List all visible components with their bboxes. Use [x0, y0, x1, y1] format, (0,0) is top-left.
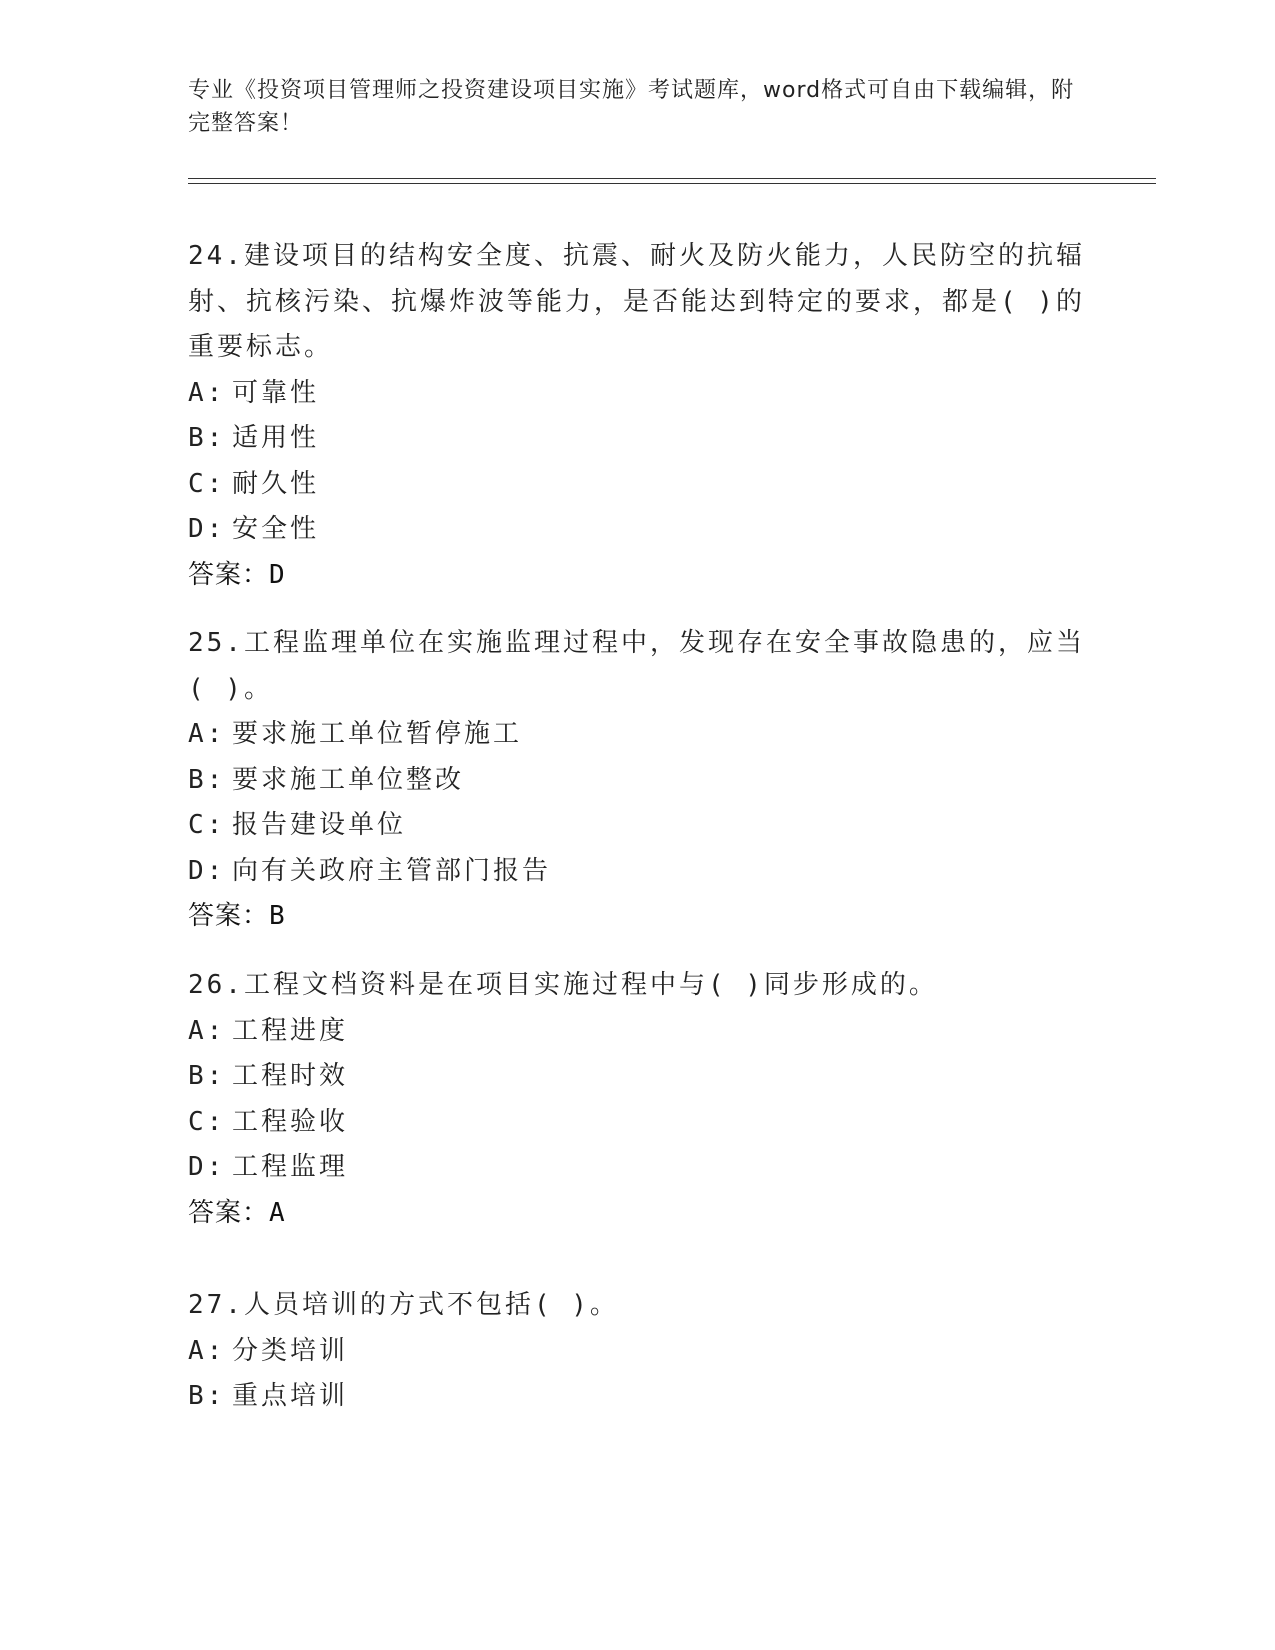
option-letter: B: — [188, 423, 226, 453]
option-a — [188, 371, 1088, 417]
option-text: 工程时效 — [232, 1061, 349, 1091]
answer-label: 答案： — [188, 559, 270, 590]
option-text: 工程监理 — [232, 1152, 349, 1182]
option-text: 报告建设单位 — [232, 810, 407, 840]
option-b — [188, 416, 1088, 462]
answer-label: 答案： — [188, 1197, 270, 1228]
document-header: 专业《投资项目管理师之投资建设项目实施》考试题库，word格式可自由下载编辑，附完整答案！ — [188, 78, 1075, 136]
option-letter: A: — [188, 1335, 226, 1366]
option-a — [188, 1329, 1088, 1375]
option-text: 要求施工单位整改 — [232, 764, 465, 795]
option-b — [188, 758, 1088, 804]
header-divider-top — [188, 178, 1156, 179]
question-stem: 25.工程监理单位在实施监理过程中，发现存在安全事故隐患的，应当( )。 — [188, 628, 1085, 704]
option-letter: A: — [188, 377, 226, 408]
answer-value: A — [269, 1197, 286, 1228]
option-letter: A: — [188, 1015, 226, 1046]
option-c — [188, 1100, 1088, 1146]
option-letter: D: — [188, 1152, 226, 1182]
option-letter: C: — [188, 468, 226, 499]
option-d — [188, 849, 1088, 895]
option-text: 重点培训 — [232, 1381, 349, 1411]
option-b — [188, 1374, 1088, 1420]
answer-line — [188, 553, 1088, 599]
answer-label: 答案： — [188, 901, 270, 931]
option-text: 安全性 — [232, 514, 320, 544]
option-d — [188, 1145, 1088, 1191]
option-text: 耐久性 — [232, 468, 320, 499]
question-26 — [188, 963, 1088, 1236]
option-text: 工程验收 — [232, 1106, 349, 1137]
answer-line — [188, 894, 1088, 940]
question-stem: 24.建设项目的结构安全度、抗震、耐火及防火能力，人民防空的抗辐射、抗核污染、抗爆炸波等能力，是否能达到特定的要求，都是( )的重要标志。 — [188, 241, 1085, 362]
option-letter: C: — [188, 1106, 226, 1137]
answer-value: B — [269, 901, 286, 931]
option-d — [188, 507, 1088, 553]
option-letter: A: — [188, 719, 226, 749]
question-25 — [188, 621, 1088, 940]
option-text: 适用性 — [232, 423, 320, 453]
option-text: 要求施工单位暂停施工 — [232, 719, 523, 749]
option-letter: B: — [188, 764, 226, 795]
option-a — [188, 1009, 1088, 1055]
option-text: 工程进度 — [232, 1015, 349, 1046]
option-a — [188, 712, 1088, 758]
answer-line — [188, 1191, 1088, 1237]
question-stem: 26.工程文档资料是在项目实施过程中与( )同步形成的。 — [188, 970, 938, 1000]
option-b — [188, 1054, 1088, 1100]
header-divider-bottom — [188, 183, 1156, 184]
option-letter: C: — [188, 810, 226, 840]
option-c — [188, 803, 1088, 849]
question-24 — [188, 234, 1088, 598]
option-letter: B: — [188, 1061, 226, 1091]
option-text: 分类培训 — [232, 1335, 349, 1366]
option-letter: D: — [188, 514, 226, 544]
option-c — [188, 462, 1088, 508]
option-text: 向有关政府主管部门报告 — [232, 855, 552, 886]
question-27 — [188, 1283, 1088, 1420]
question-stem: 27.人员培训的方式不包括( )。 — [188, 1290, 619, 1320]
option-text: 可靠性 — [232, 377, 320, 408]
option-letter: D: — [188, 855, 226, 886]
answer-value: D — [269, 559, 286, 590]
option-letter: B: — [188, 1381, 226, 1411]
